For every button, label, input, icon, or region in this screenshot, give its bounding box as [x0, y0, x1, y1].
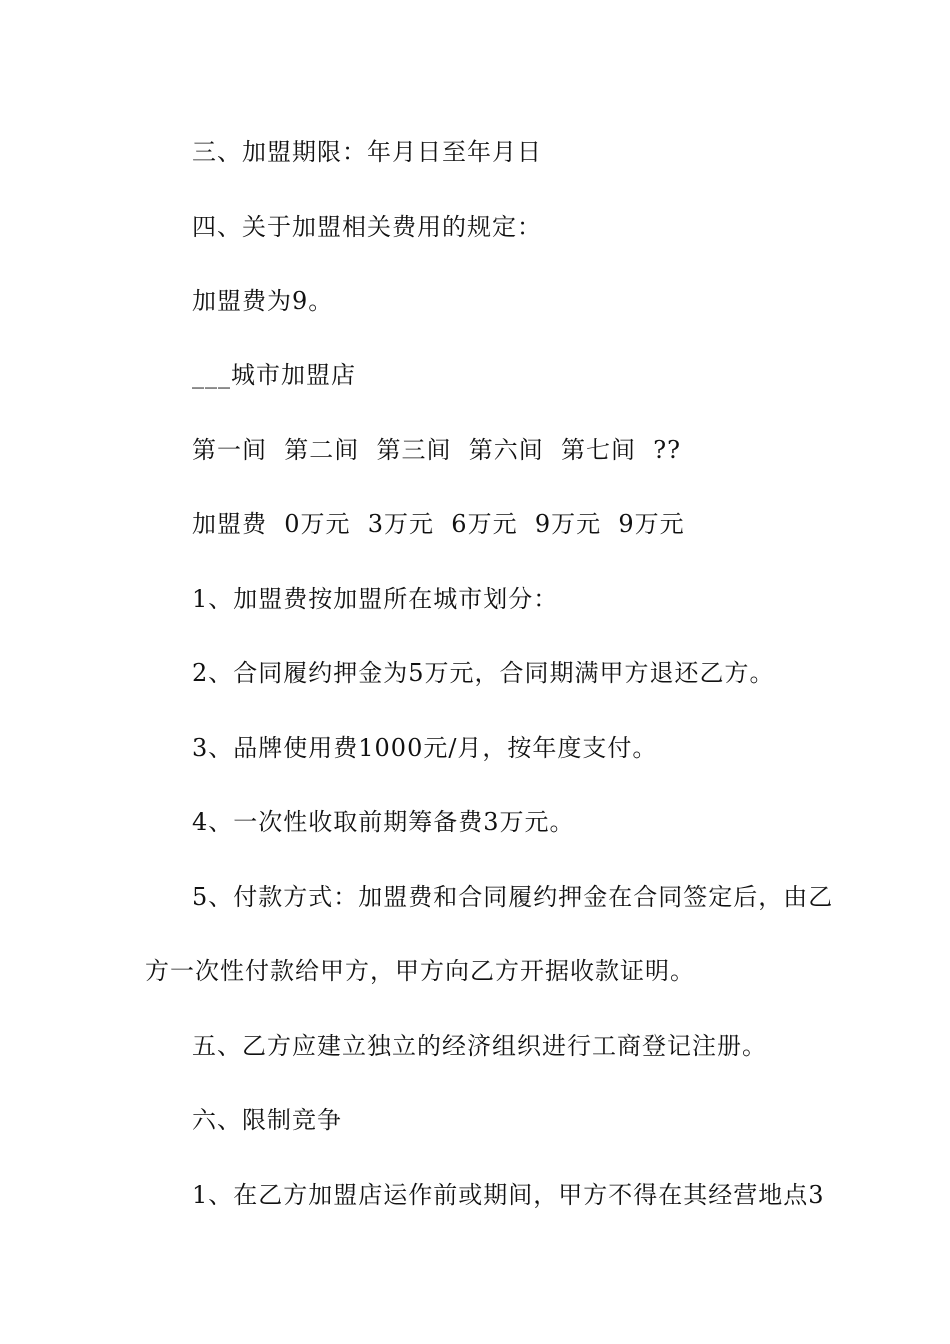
fee-item-2: 2、合同履约押金为5万元，合同期满甲方退还乙方。 [192, 659, 775, 687]
fee-amount-row: 加盟费 0万元 3万元 6万元 9万元 9万元 [192, 510, 685, 538]
fee-item-3: 3、品牌使用费1000元/月，按年度支付。 [192, 734, 658, 762]
fee-item-5-line-2: 方一次性付款给甲方，甲方向乙方开据收款证明。 [145, 957, 695, 985]
section-5-registration: 五、乙方应建立独立的经济组织进行工商登记注册。 [192, 1032, 767, 1060]
city-store-label: ___城市加盟店 [192, 361, 356, 389]
section-6-heading: 六、限制竞争 [192, 1106, 342, 1134]
section-3-term: 三、加盟期限：年月日至年月日 [192, 138, 542, 166]
store-order-row: 第一间 第二间 第三间 第六间 第七间 ?? [192, 436, 682, 464]
fee-item-1: 1、加盟费按加盟所在城市划分： [192, 585, 559, 613]
fee-item-4: 4、一次性收取前期筹备费3万元。 [192, 808, 575, 836]
section-6-item-1: 1、在乙方加盟店运作前或期间，甲方不得在其经营地点3 [192, 1181, 825, 1209]
section-4-fees-heading: 四、关于加盟相关费用的规定： [192, 213, 542, 241]
fee-statement: 加盟费为9。 [192, 287, 334, 315]
fee-item-5-line-1: 5、付款方式：加盟费和合同履约押金在合同签定后，由乙 [192, 883, 834, 911]
